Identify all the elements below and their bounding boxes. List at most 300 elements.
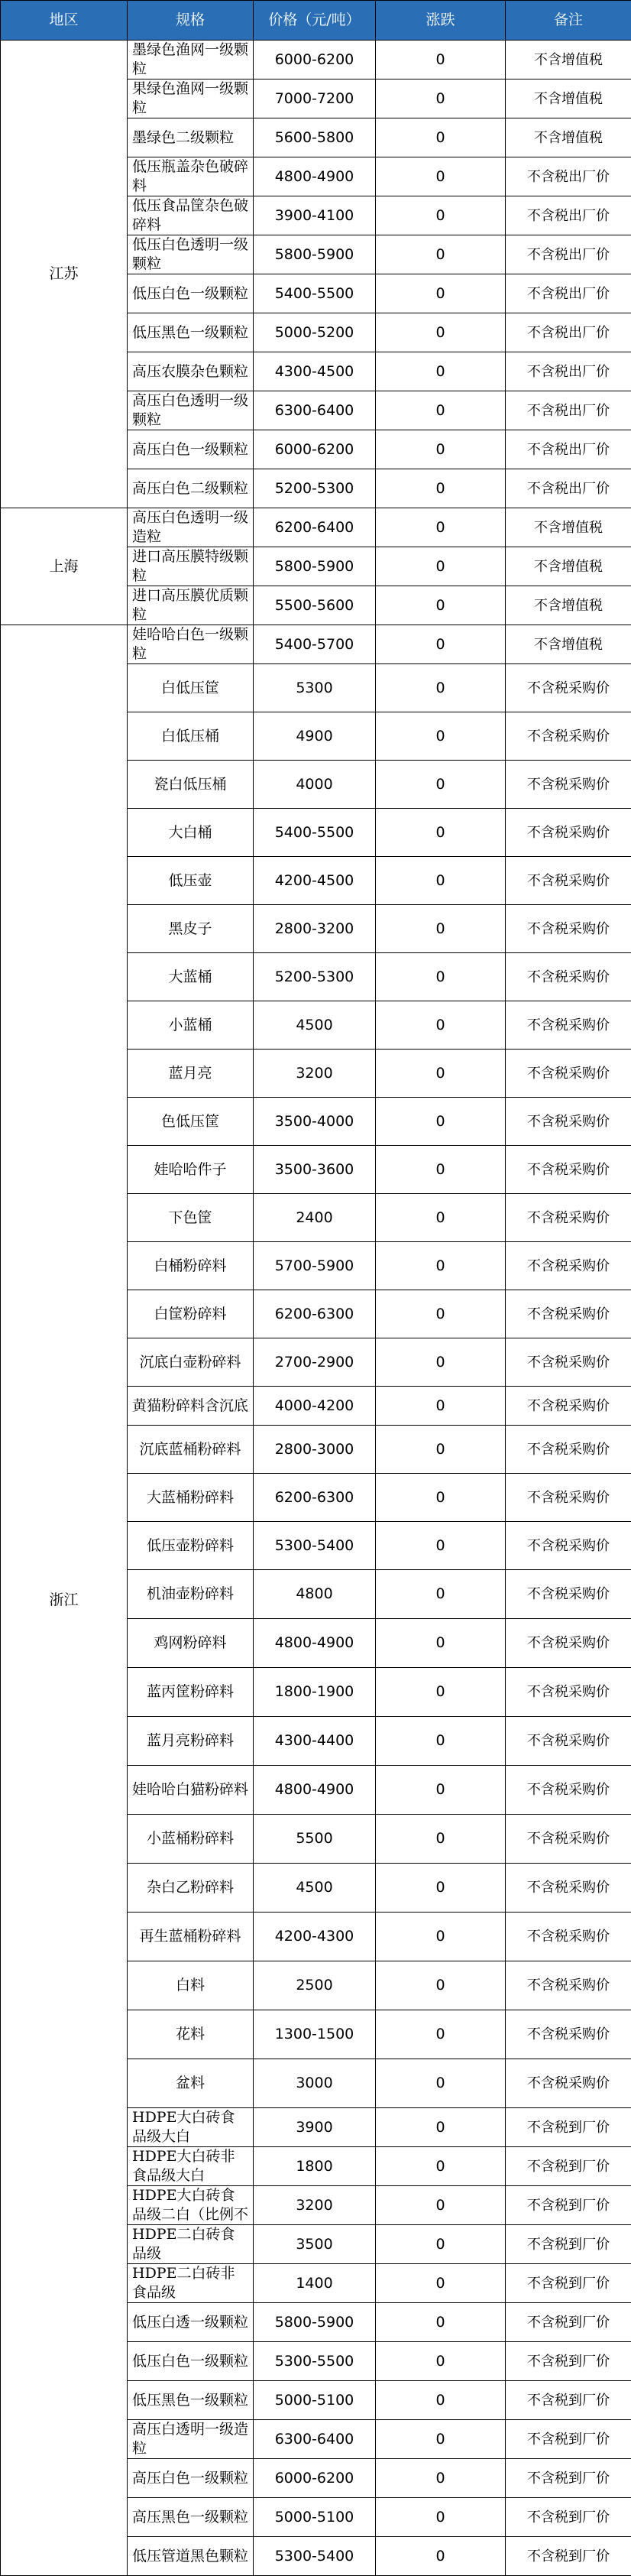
change-cell — [376, 1050, 506, 1098]
change-cell — [376, 2010, 506, 2059]
change-cell — [376, 1522, 506, 1570]
remark-cell-text: 不含税采购价 — [510, 1397, 626, 1416]
price-cell — [254, 857, 376, 905]
price-cell-text: 1800-1900 — [258, 1682, 371, 1702]
price-cell — [254, 469, 376, 508]
spec-cell — [128, 1913, 254, 1961]
remark-cell — [506, 1522, 631, 1570]
price-cell — [254, 1387, 376, 1426]
spec-cell — [128, 1242, 254, 1290]
spec-cell-text: 进口高压膜特级颗粒 — [132, 547, 248, 586]
price-cell — [254, 547, 376, 586]
remark-cell — [506, 1619, 631, 1668]
table-row — [1, 41, 631, 79]
change-cell-text: 0 — [380, 1397, 500, 1416]
spec-cell-text: 高压白色一级颗粒 — [132, 2469, 248, 2488]
remark-cell-text: 不含税采购价 — [510, 775, 626, 794]
spec-cell-text: 低压壶 — [132, 871, 248, 891]
header-change: 涨跌 — [376, 1, 506, 41]
spec-cell — [128, 2225, 254, 2264]
remark-cell — [506, 1913, 631, 1961]
change-cell — [376, 157, 506, 196]
remark-cell-text: 不含税采购价 — [510, 679, 626, 698]
change-cell — [376, 809, 506, 857]
price-cell — [254, 809, 376, 857]
price-cell-text: 5700-5900 — [258, 1257, 371, 1276]
change-cell-text: 0 — [380, 89, 500, 109]
price-cell — [254, 1766, 376, 1815]
price-cell-text: 2500 — [258, 1976, 371, 1995]
remark-cell — [506, 1194, 631, 1242]
price-cell-text: 5000-5200 — [258, 323, 371, 342]
change-cell — [376, 508, 506, 547]
price-cell-text: 3000 — [258, 2074, 371, 2093]
change-cell — [376, 1668, 506, 1717]
remark-cell — [506, 1338, 631, 1387]
price-cell — [254, 2303, 376, 2342]
remark-cell-text: 不含税出厂价 — [510, 479, 626, 498]
price-cell-text: 6200-6300 — [258, 1488, 371, 1507]
spec-cell — [128, 469, 254, 508]
spec-cell — [128, 196, 254, 235]
remark-cell-text: 不含税采购价 — [510, 1536, 626, 1556]
change-cell-text: 0 — [380, 2508, 500, 2527]
spec-cell-text: 沉底白壶粉碎料 — [132, 1353, 248, 1372]
price-cell-text: 4800-4900 — [258, 1634, 371, 1653]
spec-cell — [128, 2108, 254, 2147]
change-cell — [376, 118, 506, 157]
remark-cell — [506, 79, 631, 118]
change-cell-text: 0 — [380, 1976, 500, 1995]
remark-cell-text: 不含税采购价 — [510, 1731, 626, 1750]
price-cell-text: 5300-5500 — [258, 2352, 371, 2371]
spec-cell-text: HDPE大白砖食品级二白（比例不 — [132, 2186, 248, 2224]
remark-cell-text: 不含税采购价 — [510, 1585, 626, 1604]
spec-cell-text: HDPE二白砖非食品级 — [132, 2264, 248, 2302]
change-cell — [376, 1338, 506, 1387]
spec-cell-text: 高压黑色一级颗粒 — [132, 2508, 248, 2527]
remark-cell-text: 不含税采购价 — [510, 920, 626, 939]
spec-cell-text: 低压白透一级颗粒 — [132, 2313, 248, 2332]
price-cell — [254, 1864, 376, 1913]
price-cell — [254, 953, 376, 1001]
spec-cell — [128, 235, 254, 274]
spec-cell-text: 白低压筐 — [132, 679, 248, 698]
change-cell — [376, 1717, 506, 1766]
price-cell-text: 5300-5400 — [258, 2547, 371, 2566]
remark-cell-text: 不含增值税 — [510, 128, 626, 148]
price-cell-text: 4500 — [258, 1878, 371, 1897]
remark-cell — [506, 809, 631, 857]
price-cell — [254, 196, 376, 235]
spec-cell-text: 色低压筐 — [132, 1112, 248, 1131]
remark-cell — [506, 41, 631, 79]
spec-cell — [128, 1717, 254, 1766]
price-cell — [254, 1913, 376, 1961]
change-cell — [376, 1619, 506, 1668]
price-cell — [254, 1338, 376, 1387]
spec-cell — [128, 2010, 254, 2059]
header-row — [1, 1, 631, 41]
change-cell — [376, 857, 506, 905]
remark-cell-text: 不含税采购价 — [510, 1488, 626, 1507]
change-cell-text: 0 — [380, 2118, 500, 2137]
price-cell-text: 7000-7200 — [258, 89, 371, 109]
spec-cell-text: 再生蓝桶粉碎料 — [132, 1927, 248, 1946]
change-cell-text: 0 — [380, 323, 500, 342]
spec-cell — [128, 586, 254, 625]
remark-cell — [506, 1242, 631, 1290]
price-cell-text: 5400-5700 — [258, 635, 371, 654]
price-cell-text: 3200 — [258, 2196, 371, 2215]
price-cell — [254, 1050, 376, 1098]
remark-cell — [506, 1050, 631, 1098]
change-cell-text: 0 — [380, 2391, 500, 2410]
price-cell — [254, 430, 376, 469]
spec-cell-text: 大蓝桶 — [132, 968, 248, 987]
remark-cell-text: 不含税到厂价 — [510, 2469, 626, 2488]
remark-cell — [506, 2342, 631, 2381]
change-cell — [376, 430, 506, 469]
change-cell-text: 0 — [380, 1829, 500, 1848]
spec-cell — [128, 1474, 254, 1522]
spec-cell-text: 小蓝桶 — [132, 1016, 248, 1035]
remark-cell — [506, 547, 631, 586]
price-cell-text: 2800-3200 — [258, 920, 371, 939]
price-cell-text: 3500-4000 — [258, 1112, 371, 1131]
change-cell-text: 0 — [380, 206, 500, 225]
change-cell — [376, 2147, 506, 2186]
remark-cell — [506, 2225, 631, 2264]
price-cell — [254, 1961, 376, 2010]
remark-cell-text: 不含增值税 — [510, 635, 626, 654]
change-cell — [376, 1426, 506, 1474]
remark-cell — [506, 1815, 631, 1864]
price-cell-text: 3900 — [258, 2118, 371, 2137]
change-cell — [376, 2225, 506, 2264]
price-cell-text: 4300-4500 — [258, 362, 371, 381]
spec-cell-text: 蓝月亮粉碎料 — [132, 1731, 248, 1750]
price-cell-text: 3200 — [258, 1064, 371, 1083]
price-cell-text: 5800-5900 — [258, 245, 371, 264]
price-cell-text: 4200-4300 — [258, 1927, 371, 1946]
change-cell — [376, 1815, 506, 1864]
price-cell — [254, 118, 376, 157]
price-cell-text: 6000-6200 — [258, 2469, 371, 2488]
remark-cell — [506, 1146, 631, 1194]
remark-cell — [506, 508, 631, 547]
spec-cell — [128, 2186, 254, 2225]
spec-cell-text: 低压白色透明一级颗粒 — [132, 235, 248, 274]
spec-cell — [128, 1290, 254, 1338]
change-cell-text: 0 — [380, 2235, 500, 2254]
change-cell — [376, 586, 506, 625]
region-cell: 上海 — [1, 508, 128, 625]
change-cell — [376, 547, 506, 586]
change-cell-text: 0 — [380, 518, 500, 537]
spec-cell — [128, 1050, 254, 1098]
remark-cell — [506, 2537, 631, 2576]
change-cell — [376, 625, 506, 664]
remark-cell — [506, 664, 631, 712]
change-cell — [376, 712, 506, 761]
change-cell — [376, 2459, 506, 2498]
change-cell — [376, 196, 506, 235]
change-cell-text: 0 — [380, 2157, 500, 2176]
change-cell-text: 0 — [380, 1305, 500, 1324]
price-cell — [254, 1815, 376, 1864]
spec-cell — [128, 2342, 254, 2381]
price-cell-text: 6200-6300 — [258, 1305, 371, 1324]
remark-cell-text: 不含税出厂价 — [510, 323, 626, 342]
spec-cell — [128, 79, 254, 118]
remark-cell-text: 不含税采购价 — [510, 727, 626, 746]
remark-cell — [506, 1864, 631, 1913]
remark-cell-text: 不含税采购价 — [510, 1353, 626, 1372]
change-cell-text: 0 — [380, 1731, 500, 1750]
price-cell-text: 2700-2900 — [258, 1353, 371, 1372]
price-cell — [254, 905, 376, 953]
remark-cell — [506, 1387, 631, 1426]
change-cell — [376, 1098, 506, 1146]
price-cell — [254, 2186, 376, 2225]
spec-cell-text: 低压壶粉碎料 — [132, 1536, 248, 1556]
remark-cell-text: 不含税到厂价 — [510, 2547, 626, 2566]
remark-cell — [506, 2108, 631, 2147]
price-cell-text: 6300-6400 — [258, 2430, 371, 2449]
change-cell-text: 0 — [380, 679, 500, 698]
remark-cell — [506, 761, 631, 809]
change-cell-text: 0 — [380, 596, 500, 615]
spec-cell — [128, 809, 254, 857]
change-cell-text: 0 — [380, 440, 500, 459]
remark-cell-text: 不含税采购价 — [510, 1064, 626, 1083]
change-cell-text: 0 — [380, 284, 500, 303]
price-cell — [254, 1619, 376, 1668]
change-cell — [376, 2537, 506, 2576]
spec-cell-text: 沉底蓝桶粉碎料 — [132, 1440, 248, 1459]
price-cell-text: 5200-5300 — [258, 479, 371, 498]
change-cell-text: 0 — [380, 245, 500, 264]
spec-cell — [128, 1668, 254, 1717]
change-cell — [376, 352, 506, 391]
price-cell-text: 6000-6200 — [258, 50, 371, 70]
change-cell — [376, 2108, 506, 2147]
remark-cell-text: 不含税出厂价 — [510, 440, 626, 459]
change-cell-text: 0 — [380, 775, 500, 794]
spec-cell-text: 黑皮子 — [132, 920, 248, 939]
spec-cell — [128, 1864, 254, 1913]
price-cell — [254, 313, 376, 352]
spec-cell — [128, 2459, 254, 2498]
spec-cell — [128, 857, 254, 905]
price-cell — [254, 79, 376, 118]
change-cell-text: 0 — [380, 2313, 500, 2332]
price-cell — [254, 625, 376, 664]
header-price: 价格（元/吨） — [254, 1, 376, 41]
change-cell-text: 0 — [380, 2430, 500, 2449]
region-cell: 江苏 — [1, 41, 128, 508]
price-cell — [254, 2537, 376, 2576]
remark-cell-text: 不含增值税 — [510, 557, 626, 576]
change-cell-text: 0 — [380, 557, 500, 576]
change-cell-text: 0 — [380, 1634, 500, 1653]
price-cell — [254, 1668, 376, 1717]
price-cell — [254, 2108, 376, 2147]
remark-cell — [506, 2381, 631, 2420]
remark-cell-text: 不含税采购价 — [510, 1440, 626, 1459]
price-cell — [254, 1001, 376, 1050]
change-cell-text: 0 — [380, 1682, 500, 1702]
price-cell-text: 5200-5300 — [258, 968, 371, 987]
spec-cell — [128, 313, 254, 352]
remark-cell — [506, 2186, 631, 2225]
spec-cell — [128, 2059, 254, 2108]
remark-cell-text: 不含税采购价 — [510, 1160, 626, 1179]
remark-cell-text: 不含税采购价 — [510, 1112, 626, 1131]
spec-cell-text: HDPE大白砖非食品级大白 — [132, 2147, 248, 2185]
remark-cell — [506, 905, 631, 953]
spec-cell — [128, 2303, 254, 2342]
spec-cell — [128, 352, 254, 391]
change-cell-text: 0 — [380, 2074, 500, 2093]
remark-cell — [506, 1290, 631, 1338]
spec-cell-text: 黄猫粉碎料含沉底 — [132, 1397, 248, 1416]
price-cell — [254, 1146, 376, 1194]
price-cell — [254, 2342, 376, 2381]
remark-cell — [506, 235, 631, 274]
price-cell-text: 4800 — [258, 1585, 371, 1604]
remark-cell — [506, 1766, 631, 1815]
price-cell-text: 3500 — [258, 2235, 371, 2254]
change-cell-text: 0 — [380, 50, 500, 70]
spec-cell — [128, 1001, 254, 1050]
price-cell — [254, 2420, 376, 2459]
change-cell-text: 0 — [380, 1488, 500, 1507]
change-cell-text: 0 — [380, 2025, 500, 2044]
remark-cell — [506, 2498, 631, 2537]
remark-cell-text: 不含税到厂价 — [510, 2118, 626, 2137]
change-cell-text: 0 — [380, 727, 500, 746]
price-cell-text: 1800 — [258, 2157, 371, 2176]
spec-cell — [128, 1961, 254, 2010]
price-cell-text: 5500-5600 — [258, 596, 371, 615]
spec-cell-text: 低压黑色一级颗粒 — [132, 2391, 248, 2410]
price-cell — [254, 2010, 376, 2059]
table-header — [1, 1, 631, 41]
spec-cell-text: 低压瓶盖杂色破碎料 — [132, 157, 248, 196]
spec-cell — [128, 2264, 254, 2303]
spec-cell-text: 白料 — [132, 1976, 248, 1995]
change-cell-text: 0 — [380, 128, 500, 148]
remark-cell-text: 不含税采购价 — [510, 968, 626, 987]
change-cell-text: 0 — [380, 635, 500, 654]
remark-cell-text: 不含税采购价 — [510, 1682, 626, 1702]
spec-cell — [128, 1338, 254, 1387]
change-cell-text: 0 — [380, 2196, 500, 2215]
price-cell-text: 4800-4900 — [258, 1780, 371, 1799]
spec-cell — [128, 2420, 254, 2459]
change-cell — [376, 79, 506, 118]
change-cell-text: 0 — [380, 2274, 500, 2293]
price-cell — [254, 712, 376, 761]
spec-cell — [128, 1815, 254, 1864]
remark-cell-text: 不含税采购价 — [510, 871, 626, 891]
remark-cell — [506, 712, 631, 761]
remark-cell-text: 不含增值税 — [510, 50, 626, 70]
spec-cell-text: 低压白色一级颗粒 — [132, 2352, 248, 2371]
remark-cell — [506, 2010, 631, 2059]
change-cell-text: 0 — [380, 1927, 500, 1946]
spec-cell — [128, 761, 254, 809]
change-cell-text: 0 — [380, 920, 500, 939]
remark-cell — [506, 157, 631, 196]
remark-cell-text: 不含税到厂价 — [510, 2391, 626, 2410]
spec-cell-text: 下色筐 — [132, 1209, 248, 1228]
remark-cell-text: 不含税到厂价 — [510, 2430, 626, 2449]
spec-cell — [128, 1619, 254, 1668]
price-cell — [254, 1717, 376, 1766]
price-cell-text: 4800-4900 — [258, 167, 371, 187]
remark-cell — [506, 1474, 631, 1522]
change-cell — [376, 235, 506, 274]
remark-cell-text: 不含增值税 — [510, 596, 626, 615]
change-cell — [376, 2381, 506, 2420]
remark-cell — [506, 1426, 631, 1474]
remark-cell — [506, 1668, 631, 1717]
spec-cell — [128, 953, 254, 1001]
change-cell — [376, 2420, 506, 2459]
spec-cell-text: 杂白乙粉碎料 — [132, 1878, 248, 1897]
change-cell — [376, 1387, 506, 1426]
price-cell-text: 5300-5400 — [258, 1536, 371, 1556]
price-cell-text: 3500-3600 — [258, 1160, 371, 1179]
remark-cell — [506, 2459, 631, 2498]
price-cell — [254, 157, 376, 196]
spec-cell — [128, 905, 254, 953]
price-cell — [254, 1570, 376, 1619]
change-cell-text: 0 — [380, 2547, 500, 2566]
price-cell-text: 5500 — [258, 1829, 371, 1848]
price-cell — [254, 2147, 376, 2186]
spec-cell-text: 娃哈哈白色一级颗粒 — [132, 625, 248, 663]
spec-cell — [128, 430, 254, 469]
spec-cell-text: 进口高压膜优质颗粒 — [132, 586, 248, 625]
spec-cell-text: 娃哈哈白猫粉碎料 — [132, 1780, 248, 1799]
remark-cell-text: 不含税采购价 — [510, 1829, 626, 1848]
spec-cell-text: 瓷白低压桶 — [132, 775, 248, 794]
price-cell — [254, 1290, 376, 1338]
price-cell-text: 6000-6200 — [258, 440, 371, 459]
price-cell-text: 5300 — [258, 679, 371, 698]
remark-cell-text: 不含税出厂价 — [510, 167, 626, 187]
spec-cell-text: HDPE大白砖食品级大白 — [132, 2108, 248, 2146]
table-body — [1, 41, 631, 2576]
remark-cell — [506, 586, 631, 625]
change-cell — [376, 2186, 506, 2225]
remark-cell — [506, 2264, 631, 2303]
spec-cell — [128, 1098, 254, 1146]
remark-cell — [506, 953, 631, 1001]
price-cell — [254, 41, 376, 79]
price-cell-text: 4000-4200 — [258, 1397, 371, 1416]
price-cell-text: 4500 — [258, 1016, 371, 1035]
remark-cell — [506, 1098, 631, 1146]
change-cell — [376, 1474, 506, 1522]
price-cell-text: 5400-5500 — [258, 284, 371, 303]
price-cell-text: 4200-4500 — [258, 871, 371, 891]
remark-cell-text: 不含税采购价 — [510, 1927, 626, 1946]
